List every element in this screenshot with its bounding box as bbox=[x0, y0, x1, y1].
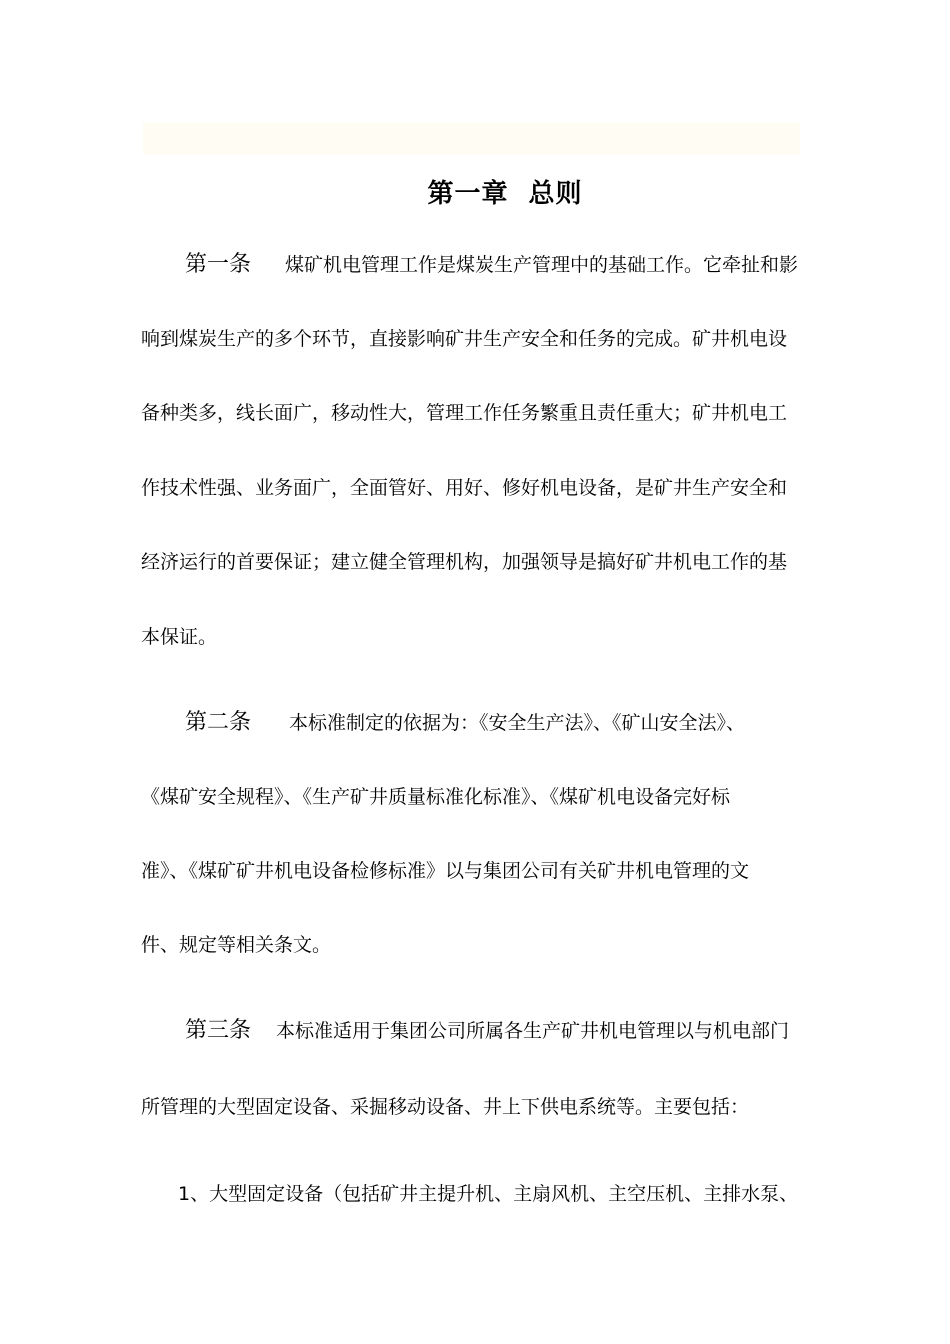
article-1-line-3: 备种类多，线长面广，移动性大，管理工作任务繁重且责任重大；矿井机电工 bbox=[141, 402, 788, 424]
article-2-label: 第二条 bbox=[185, 710, 252, 735]
article-2-line-4: 件、规定等相关条文。 bbox=[141, 934, 332, 956]
article-1-label: 第一条 bbox=[185, 252, 252, 277]
article-1-line-6: 本保证。 bbox=[141, 626, 218, 648]
article-2-first-line bbox=[185, 709, 745, 737]
article-3-line-2: 所管理的大型固定设备、采掘移动设备、井上下供电系统等。主要包括： bbox=[141, 1096, 750, 1118]
article-2-text: 本标准制定的依据为：《安全生产法》、《矿山安全法》、 bbox=[289, 712, 746, 734]
article-1-text: 煤矿机电管理工作是煤炭生产管理中的基础工作。它牵扯和影 bbox=[285, 254, 799, 276]
article-3-text: 本标准适用于集团公司所属各生产矿井机电管理以与机电部门 bbox=[276, 1020, 790, 1042]
article-1-line-2: 响到煤炭生产的多个环节，直接影响矿井生产安全和任务的完成。矿井机电设 bbox=[141, 328, 788, 350]
article-3-first-line bbox=[185, 1017, 789, 1045]
article-2-line-2: 《煤矿安全规程》、《生产矿井质量标准化标准》、《煤矿机电设备完好标 bbox=[141, 786, 731, 808]
chapter-title: 第一章 总则 bbox=[427, 179, 583, 209]
article-1-first-line bbox=[185, 251, 798, 279]
list-item-1: 1、大型固定设备（包括矿井主提升机、主扇风机、主空压机、主排水泵、 bbox=[178, 1183, 799, 1205]
header-band bbox=[143, 123, 800, 155]
article-3-label: 第三条 bbox=[185, 1018, 252, 1043]
article-1-line-4: 作技术性强、业务面广，全面管好、用好、修好机电设备，是矿井生产安全和 bbox=[141, 477, 788, 499]
article-2-line-3: 准》、《煤矿矿井机电设备检修标准》以与集团公司有关矿井机电管理的文 bbox=[141, 860, 750, 882]
article-1-line-5: 经济运行的首要保证；建立健全管理机构，加强领导是搞好矿井机电工作的基 bbox=[141, 551, 788, 573]
